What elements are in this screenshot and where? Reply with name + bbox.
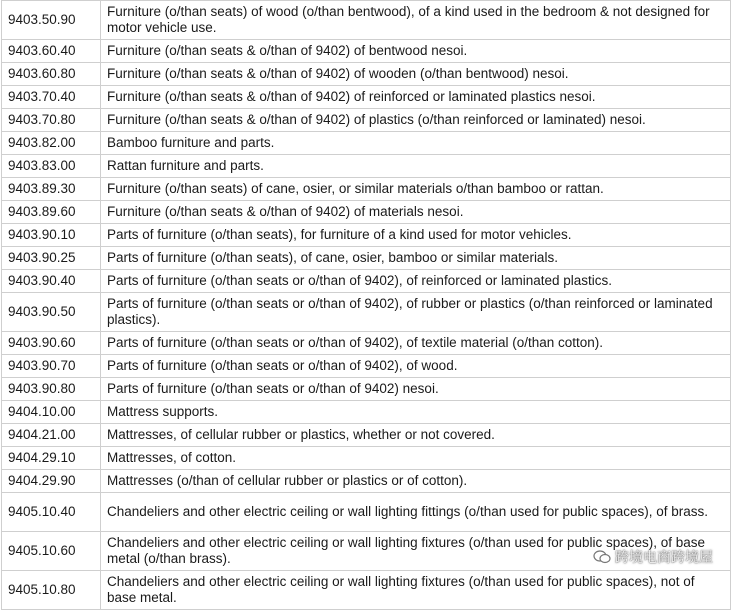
description: Furniture (o/than seats & o/than of 9402) of plastics (o/than reinforced or laminated) nesoi. [101,109,731,132]
table-row [2,424,731,447]
description: Chandeliers and other electric ceiling or wall lighting fittings (o/than used for public spaces), of brass. [101,493,731,532]
hts-code: 9404.10.00 [2,401,101,424]
description: Parts of furniture (o/than seats or o/than of 9402), of textile material (o/than cotton). [101,332,731,355]
hts-code: 9403.90.10 [2,224,101,247]
description: Parts of furniture (o/than seats or o/than of 9402), of wood. [101,355,731,378]
description: Mattresses (o/than of cellular rubber or plastics or of cotton). [101,470,731,493]
table-row [2,1,731,40]
table-row [2,109,731,132]
table-row [2,86,731,109]
table-row [2,470,731,493]
table-row [2,224,731,247]
hts-code: 9403.83.00 [2,155,101,178]
table-row [2,132,731,155]
description: Furniture (o/than seats) of cane, osier, or similar materials o/than bamboo or rattan. [101,178,731,201]
hts-code: 9403.70.80 [2,109,101,132]
description: Mattresses, of cellular rubber or plastics, whether or not covered. [101,424,731,447]
hts-code: 9403.90.50 [2,293,101,332]
hts-code: 9403.50.90 [2,1,101,40]
hts-code: 9403.82.00 [2,132,101,155]
description: Bamboo furniture and parts. [101,132,731,155]
hts-code: 9403.90.25 [2,247,101,270]
description: Parts of furniture (o/than seats), for furniture of a kind used for motor vehicles. [101,224,731,247]
description: Mattress supports. [101,401,731,424]
table-row [2,63,731,86]
description: Furniture (o/than seats & o/than of 9402) of reinforced or laminated plastics nesoi. [101,86,731,109]
description: Furniture (o/than seats & o/than of 9402) of materials nesoi. [101,201,731,224]
table-row [2,355,731,378]
description: Parts of furniture (o/than seats), of cane, osier, bamboo or similar materials. [101,247,731,270]
description: Parts of furniture (o/than seats or o/than of 9402), of rubber or plastics (o/than reinforced or laminated plastics). [101,293,731,332]
hts-code: 9403.89.30 [2,178,101,201]
hts-code: 9403.60.40 [2,40,101,63]
table-row [2,270,731,293]
description: Furniture (o/than seats) of wood (o/than bentwood), of a kind used in the bedroom & not designed for motor vehicle use. [101,1,731,40]
table-row [2,493,731,532]
description: Parts of furniture (o/than seats or o/than of 9402) nesoi. [101,378,731,401]
description: Chandeliers and other electric ceiling or wall lighting fixtures (o/than used for public spaces), not of base metal. [101,571,731,610]
table-row [2,571,731,610]
tariff-table-body [2,1,731,610]
hts-code: 9403.89.60 [2,201,101,224]
table-row [2,247,731,270]
description: Furniture (o/than seats & o/than of 9402) of wooden (o/than bentwood) nesoi. [101,63,731,86]
description: Furniture (o/than seats & o/than of 9402) of bentwood nesoi. [101,40,731,63]
table-row [2,378,731,401]
hts-code: 9403.70.40 [2,86,101,109]
table-row [2,40,731,63]
table-row [2,178,731,201]
hts-code: 9403.90.40 [2,270,101,293]
hts-code: 9403.90.60 [2,332,101,355]
hts-code: 9404.21.00 [2,424,101,447]
hts-code: 9403.90.70 [2,355,101,378]
table-row [2,155,731,178]
description: Mattresses, of cotton. [101,447,731,470]
description: Chandeliers and other electric ceiling or wall lighting fixtures (o/than used for public spaces), of base metal (o/than brass). [101,532,731,571]
table-row [2,293,731,332]
table-row [2,447,731,470]
watermark-text: 跨境电商跨境屋 [615,549,713,565]
hts-code: 9405.10.40 [2,493,101,532]
table-row [2,401,731,424]
hts-code: 9404.29.10 [2,447,101,470]
wechat-icon [593,550,611,564]
tariff-table [1,0,731,610]
hts-code: 9403.60.80 [2,63,101,86]
hts-code: 9405.10.60 [2,532,101,571]
description: Parts of furniture (o/than seats or o/than of 9402), of reinforced or laminated plastics. [101,270,731,293]
hts-code: 9404.29.90 [2,470,101,493]
hts-code: 9403.90.80 [2,378,101,401]
hts-code: 9405.10.80 [2,571,101,610]
watermark [593,547,713,567]
table-row [2,201,731,224]
table-row [2,332,731,355]
description: Rattan furniture and parts. [101,155,731,178]
